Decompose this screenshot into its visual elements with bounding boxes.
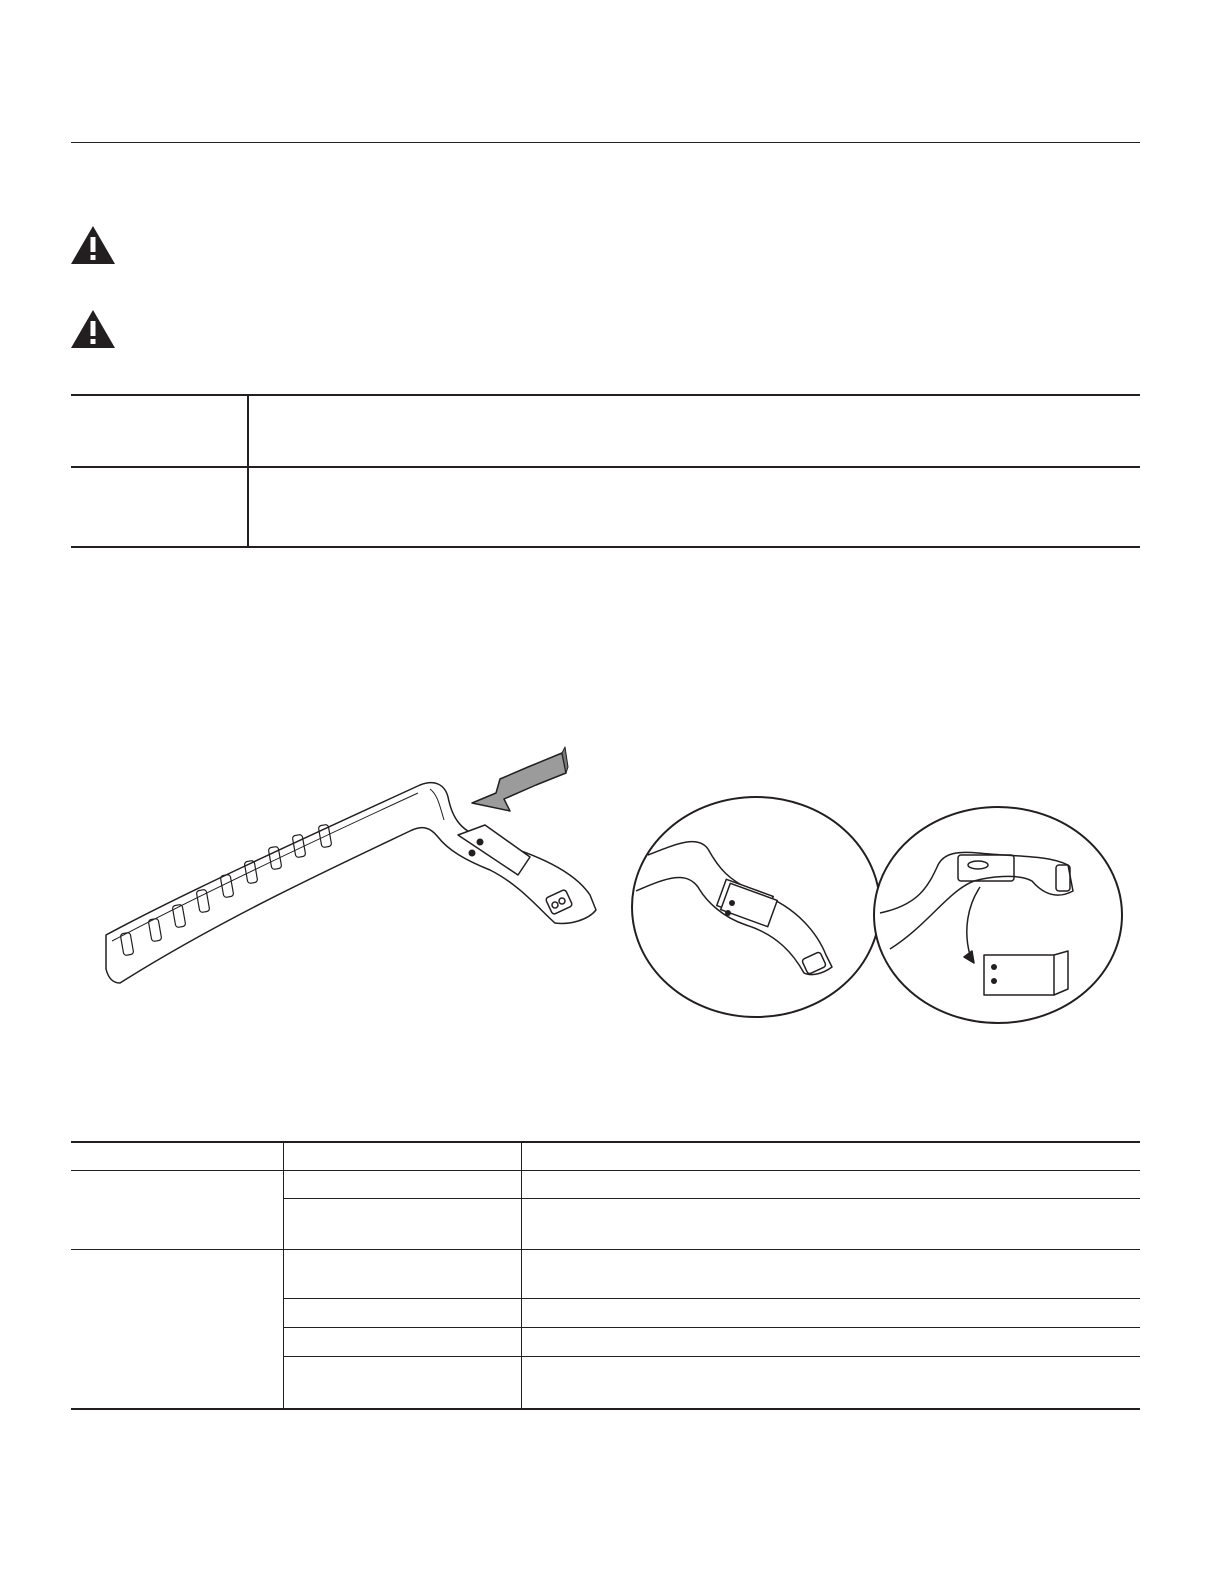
info-table-middle-rule: [71, 466, 1140, 468]
spec-table-bottom-rule: [71, 1408, 1140, 1410]
spec-table-row-rule: [284, 1327, 1140, 1328]
info-table-column-divider: [247, 394, 249, 548]
warning-triangle-icon: [70, 309, 116, 349]
spec-table-top-rule: [71, 1141, 1140, 1143]
top-rule: [71, 142, 1140, 143]
info-table: [71, 394, 1140, 548]
spec-table-row-rule: [284, 1298, 1140, 1299]
arrow-icon: [472, 747, 568, 811]
spec-table-row-rule: [284, 1356, 1140, 1357]
spec-table-row-rule: [284, 1198, 1140, 1199]
spec-table-group-rule: [71, 1249, 1140, 1250]
info-table-bottom-rule: [71, 546, 1140, 548]
magnifier-circle-right: [874, 807, 1122, 1023]
spec-table-column-divider: [521, 1141, 522, 1410]
band-illustration: [100, 745, 600, 990]
spec-table-column-divider: [283, 1141, 284, 1410]
warning-triangle-icon: [70, 225, 116, 265]
info-table-top-rule: [71, 394, 1140, 396]
spec-table: [71, 1141, 1140, 1410]
magnifier-circle-left: [632, 797, 880, 1017]
spec-table-header-rule: [71, 1170, 1140, 1171]
clip-removal-detail: [628, 795, 1128, 1035]
